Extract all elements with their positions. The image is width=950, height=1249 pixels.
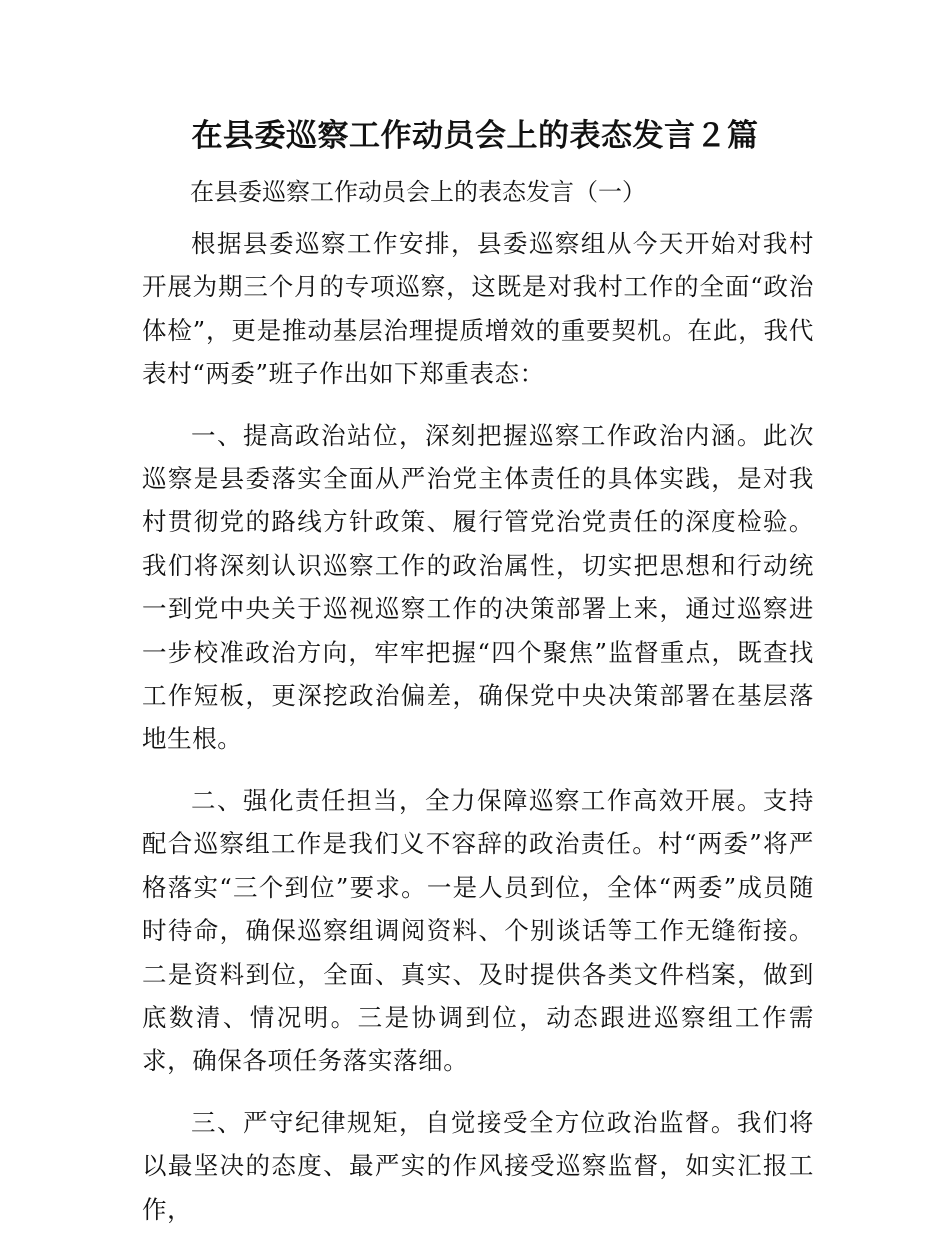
paragraph-point-two: 二、强化责任担当，全力保障巡察工作高效开展。支持配合巡察组工作是我们义不容辞的政治责任。村“两委”将严格落实“三个到位”要求。一是人员到位，全体“两委”成员随时待命，确保巡察组调阅资料、个别谈话等工作无缝衔接。二是资料到位，全面、真实、及时提供各类文件档案，做到底数清、情况明。三是协调到位，动态跟进巡察组工作需求，确保各项任务落实落细。 bbox=[142, 785, 814, 1076]
paragraph-point-one: 一、提高政治站位，深刻把握巡察工作政治内涵。此次巡察是县委落实全面从严治党主体责任的具体实践，是对我村贯彻党的路线方针政策、履行管党治党责任的深度检验。我们将深刻认识巡察工作的政治属性，切实把思想和行动统一到党中央关于巡视巡察工作的决策部署上来，通过巡察进一步校准政治方向，牢牢把握“四个聚焦”监督重点，既查找工作短板，更深挖政治偏差，确保党中央决策部署在基层落地生根。 bbox=[142, 420, 814, 754]
document-subtitle: 在县委巡察工作动员会上的表态发言（一） bbox=[190, 178, 646, 206]
document-body bbox=[142, 222, 814, 1249]
paragraph-point-three: 三、严守纪律规矩，自觉接受全方位政治监督。我们将以最坚决的态度、最严实的作风接受巡察监督，如实汇报工作， bbox=[142, 1107, 814, 1224]
document-title: 在县委巡察工作动员会上的表态发言２篇 bbox=[191, 118, 759, 154]
paragraph-intro: 根据县委巡察工作安排，县委巡察组从今天开始对我村开展为期三个月的专项巡察，这既是对我村工作的全面“政治体检”，更是推动基层治理提质增效的重要契机。在此，我代表村“两委”班子作出如下郑重表态： bbox=[142, 229, 814, 389]
